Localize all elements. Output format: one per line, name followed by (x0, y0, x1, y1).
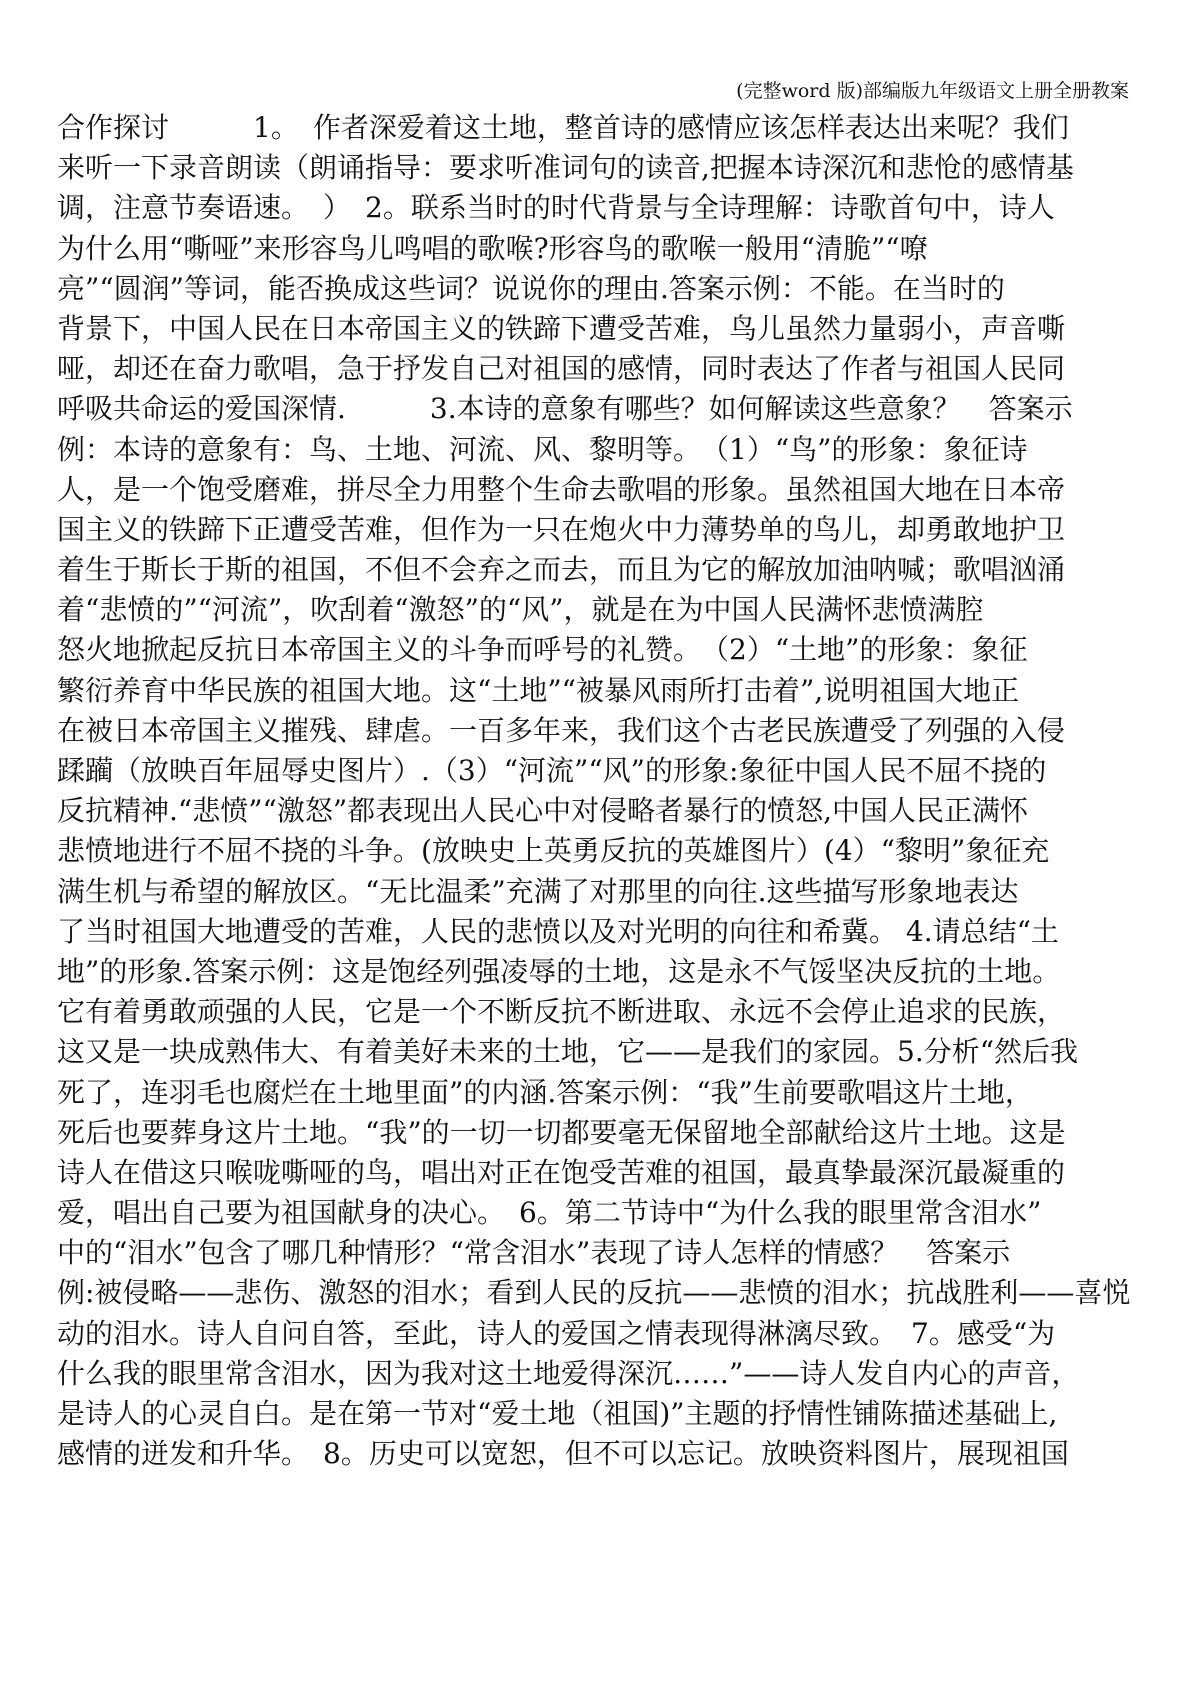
text-line: 是诗人的心灵自白。是在第一节对“爱土地（祖国)”主题的抒情性铺陈描述基础上, (57, 1397, 1058, 1430)
text-line: 怒火地掀起反抗日本帝国主义的斗争而呼号的礼赞。 （2）“土地”的形象：象征 (57, 633, 1028, 667)
text-line: 死后也要葬身这片土地。“我”的一切一切都要毫无保留地全部献给这片土地。这是 (57, 1115, 1066, 1149)
text-line: 例：本诗的意象有：鸟、土地、河流、风、黎明等。 （1）“鸟”的形象：象征诗 (57, 432, 1028, 466)
text-line: 爱，唱出自己要为祖国献身的决心。 6。第二节诗中“为什么我的眼里常含泪水” (57, 1196, 1042, 1230)
text-line: 着“悲愤的”“河流”，吹刮着“激怒”的“风”，就是在为中国人民满怀悲愤满腔 (57, 593, 984, 627)
text-line: 亮”“圆润”等词，能否换成这些词？说说你的理由.答案示例：不能。在当时的 (57, 271, 1005, 305)
text-line: 这又是一块成熟伟大、有着美好未来的土地，它——是我们的家园。5.分析“然后我 (57, 1035, 1079, 1069)
text-line: 背景下，中国人民在日本帝国主义的铁蹄下遭受苦难，鸟儿虽然力量弱小，声音嘶 (57, 311, 1066, 345)
text-line: 什么我的眼里常含泪水，因为我对这土地爱得深沉……”——诗人发自内心的声音， (57, 1356, 1080, 1390)
text-line: 死了，连羽毛也腐烂在土地里面”的内涵.答案示例：“我”生前要歌唱这片土地， (57, 1075, 1033, 1109)
text-line: 国主义的铁蹄下正遭受苦难，但作为一只在炮火中力薄势单的鸟儿，却勇敢地护卫 (57, 512, 1066, 546)
text-line: 调，注意节奏语速。 ） 2。联系当时的时代背景与全诗理解：诗歌首句中，诗人 (57, 191, 1055, 225)
text-line: 感情的迸发和升华。 8。历史可以宽恕，但不可以忘记。放映资料图片，展现祖国 (57, 1437, 1069, 1471)
page-header: (完整word 版)部编版九年级语文上册全册教案 (736, 80, 1129, 102)
text-line: 中的“泪水”包含了哪几种情形？“常含泪水”表现了诗人怎样的情感？ 答案示 (57, 1236, 1011, 1270)
text-line: 合作探讨 1。 作者深爱着这土地，整首诗的感情应该怎样表达出来呢？我们 (57, 111, 1069, 144)
text-line: 例:被侵略——悲伤、激怒的泪水；看到人民的反抗——悲愤的泪水；抗战胜利——喜悦 (57, 1276, 1131, 1310)
text-line: 蹂躏（放映百年屈辱史图片）.（3）“河流”“风”的形象:象征中国人民不屈不挠的 (57, 754, 1047, 787)
text-line: 诗人在借这只喉咙嘶哑的鸟，唱出对正在饱受苦难的祖国，最真挚最深沉最凝重的 (57, 1155, 1066, 1189)
text-line: 它有着勇敢顽强的人民，它是一个不断反抗不断进取、永远不会停止追求的民族， (57, 995, 1066, 1029)
text-line: 呼吸共命运的爱国深情. 3.本诗的意象有哪些？如何解读这些意象？ 答案示 (57, 392, 1073, 426)
text-line: 地”的形象.答案示例：这是饱经列强凌辱的土地，这是永不气馁坚决反抗的土地。 (57, 954, 1061, 988)
text-line: 悲愤地进行不屈不挠的斗争。(放映史上英勇反抗的英雄图片）(4）“黎明”象征充 (57, 834, 1050, 868)
text-line: 了当时祖国大地遭受的苦难，人民的悲愤以及对光明的向往和希冀。 4.请总结“土 (57, 914, 1059, 948)
text-line: 动的泪水。诗人自问自答，至此，诗人的爱国之情表现得淋漓尽致。 7。感受“为 (57, 1316, 1056, 1350)
text-line: 哑，却还在奋力歌唱，急于抒发自己对祖国的感情，同时表达了作者与祖国人民同 (57, 352, 1066, 386)
text-line: 来听一下录音朗读（朗诵指导：要求听准词句的读音,把握本诗深沉和悲怆的感情基 (57, 151, 1074, 185)
text-line: 满生机与希望的解放区。“无比温柔”充满了对那里的向往.这些描写形象地表达 (57, 874, 1019, 908)
text-line: 反抗精神.“悲愤”“激怒”都表现出人民心中对侵略者暴行的愤怒,中国人民正满怀 (57, 794, 1029, 828)
text-line: 着生于斯长于斯的祖国，不但不会弃之而去，而且为它的解放加油呐喊；歌唱汹涌 (57, 553, 1066, 587)
text-line: 为什么用“嘶哑”来形容鸟儿鸣唱的歌喉?形容鸟的歌喉一般用“清脆”“嘹 (57, 231, 928, 265)
text-line: 人，是一个饱受磨难，拼尽全力用整个生命去歌唱的形象。虽然祖国大地在日本帝 (57, 472, 1066, 506)
text-line: 繁衍养育中华民族的祖国大地。这“土地”“被暴风雨所打击着”,说明祖国大地正 (57, 673, 1020, 707)
text-line: 在被日本帝国主义摧残、肆虐。一百多年来，我们这个古老民族遭受了列强的入侵 (57, 713, 1066, 747)
document-body (57, 108, 1147, 1474)
